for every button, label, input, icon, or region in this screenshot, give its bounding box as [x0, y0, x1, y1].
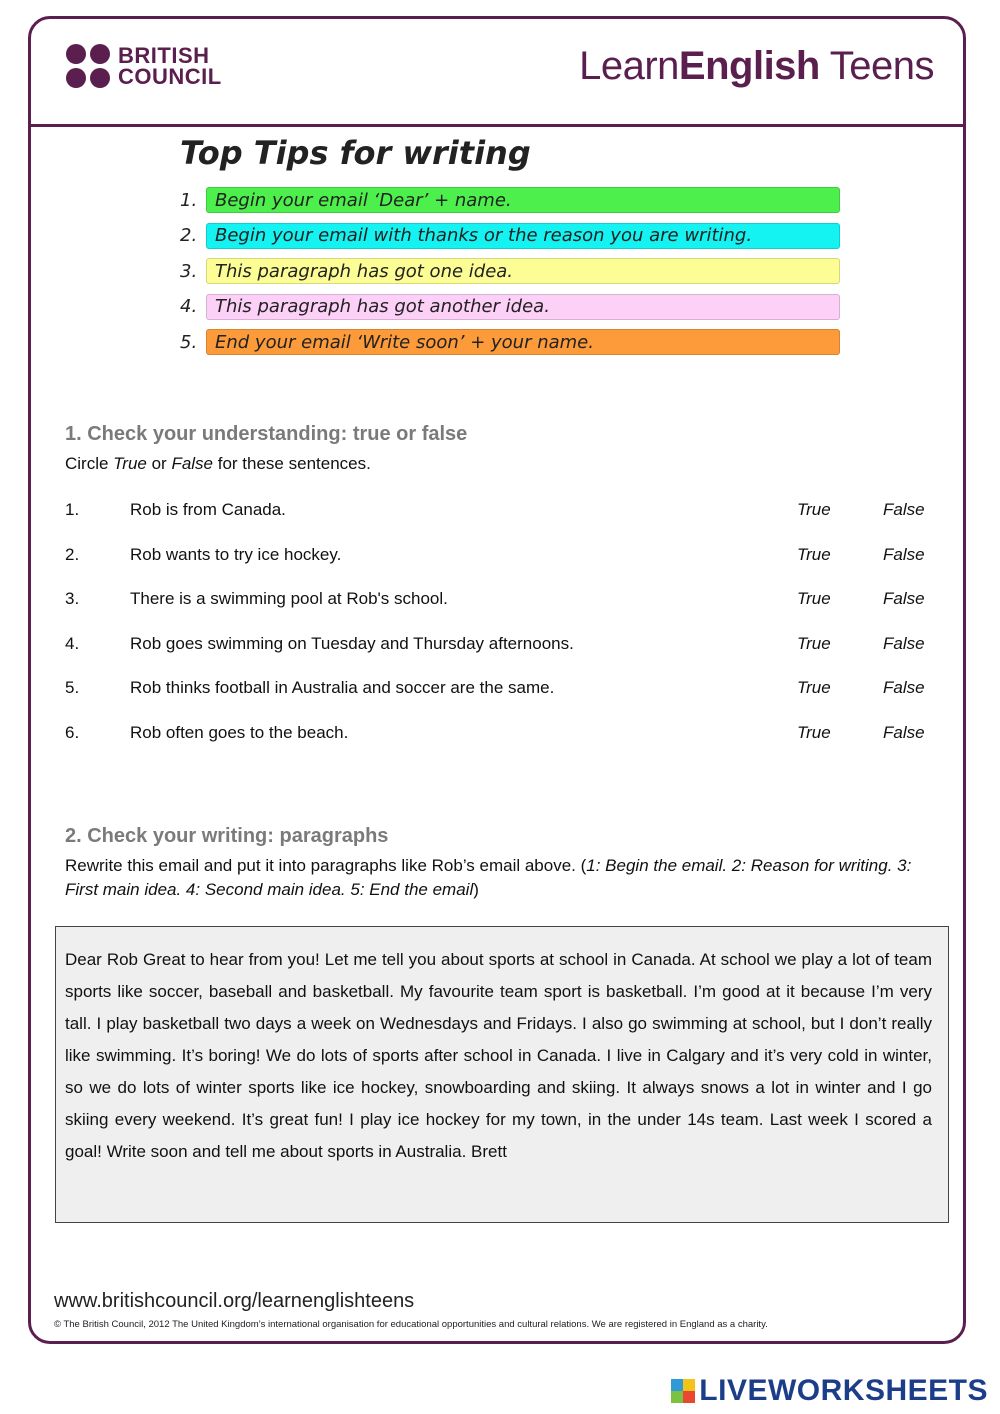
- tip-number: 5.: [180, 331, 198, 353]
- question-number: 1.: [65, 500, 80, 519]
- liveworksheets-text: LIVEWORKSHEETS: [699, 1374, 988, 1407]
- section2-instr-pre: Rewrite this email and put it into paragraphs like Rob’s email above. (: [65, 856, 587, 875]
- true-false-row: [65, 678, 935, 723]
- true-option[interactable]: True: [797, 722, 831, 742]
- question-text: Rob goes swimming on Tuesday and Thursday afternoons.: [130, 633, 574, 653]
- tip-number: 1.: [180, 189, 198, 211]
- true-false-row: [65, 634, 935, 679]
- tips-list: [180, 186, 840, 356]
- tip-text: Begin your email with thanks or the reason you are writing.: [206, 223, 840, 249]
- section1-instr-post: for these sentences.: [213, 454, 371, 473]
- false-option[interactable]: False: [883, 500, 925, 519]
- true-false-row: [65, 500, 935, 545]
- section1-heading: 1. Check your understanding: true or false: [65, 423, 468, 445]
- question-number: 2.: [65, 544, 80, 564]
- header-divider: [28, 124, 966, 127]
- tip-row: [180, 257, 840, 285]
- tip-row: [180, 222, 840, 250]
- question-number: 4.: [65, 633, 80, 653]
- section2-heading: 2. Check your writing: paragraphs: [65, 825, 389, 847]
- british-council-line2: COUNCIL: [118, 64, 222, 89]
- section1-instruction: [65, 452, 935, 476]
- true-option[interactable]: True: [797, 633, 831, 653]
- tip-text: This paragraph has got another idea.: [206, 294, 840, 320]
- section-true-false: [65, 423, 935, 476]
- tips-title: Top Tips for writing: [180, 134, 531, 172]
- liveworksheets-watermark: [671, 1374, 988, 1408]
- tip-number: 2.: [180, 225, 198, 246]
- true-false-row: [65, 545, 935, 590]
- question-number: 6.: [65, 722, 80, 742]
- question-text: Rob wants to try ice hockey.: [130, 544, 342, 564]
- british-council-logo: [66, 44, 222, 88]
- question-text: There is a swimming pool at Rob's school.: [130, 589, 448, 609]
- question-number: 5.: [65, 678, 80, 698]
- top-tips-panel: [180, 134, 840, 364]
- tip-row: [180, 186, 840, 214]
- logo-teens: Teens: [819, 44, 934, 88]
- section2-instr-italic: 1: Begin the email. 2: Reason for writing. 3: First main idea. 4: Second main idea. 5: End the email: [65, 856, 912, 899]
- true-false-row: [65, 723, 935, 768]
- footer-url[interactable]: www.britishcouncil.org/learnenglishteens: [54, 1290, 415, 1312]
- true-option[interactable]: True: [797, 544, 831, 564]
- tip-number: 3.: [180, 260, 198, 282]
- true-option[interactable]: True: [797, 500, 831, 519]
- section1-instr-or: or: [146, 454, 172, 473]
- true-false-list: [65, 500, 935, 768]
- logo-english: English: [678, 44, 820, 88]
- false-option[interactable]: False: [883, 633, 925, 653]
- section-paragraphs: [65, 825, 935, 902]
- email-text-box: Dear Rob Great to hear from you! Let me tell you about sports at school in Canada. At school we play a lot of team sports like soccer, baseball and basketball. My favourite team sport is basketball. I’m good at it because I’m very tall. I play basketball two days a week on Wednesdays and Fridays. I also go swimming at school, but I don’t really like swimming. It’s boring! We do lots of sports after school in Canada. I live in Calgary and it’s very cold in winter, so we do lots of winter sports like ice hockey, snowboarding and skiing. It always snows a lot in winter and I go skiing every weekend. It’s great fun! I play ice hockey for my town, in the under 14s team. Last week I scored a goal! Write soon and tell me about sports in Australia. Brett: [55, 926, 949, 1223]
- section2-instr-post: ): [473, 880, 479, 899]
- footer-copyright: © The British Council, 2012 The United Kingdom’s international organisation for educational opportunities and cultural relations. We are registered in England as a charity.: [54, 1319, 768, 1330]
- section1-instr-false: False: [171, 454, 214, 473]
- british-council-dots-icon: [66, 44, 110, 88]
- tip-row: [180, 328, 840, 356]
- british-council-line1: BRITISH: [118, 43, 210, 68]
- learnenglish-teens-logo: [579, 44, 934, 89]
- question-text: Rob often goes to the beach.: [130, 722, 349, 742]
- tip-text: End your email ‘Write soon’ + your name.: [206, 329, 840, 355]
- tip-text: This paragraph has got one idea.: [206, 258, 840, 284]
- logo-learn: Learn: [579, 44, 679, 88]
- false-option[interactable]: False: [883, 544, 925, 564]
- question-text: Rob is from Canada.: [130, 500, 286, 519]
- section1-instr-pre: Circle: [65, 454, 114, 473]
- false-option[interactable]: False: [883, 589, 925, 609]
- tip-row: [180, 293, 840, 321]
- section1-instr-true: True: [113, 454, 147, 473]
- true-option[interactable]: True: [797, 678, 831, 698]
- false-option[interactable]: False: [883, 678, 925, 698]
- question-text: Rob thinks football in Australia and soccer are the same.: [130, 678, 555, 698]
- true-false-row: [65, 589, 935, 634]
- tip-text: Begin your email ‘Dear’ + name.: [206, 187, 840, 213]
- section2-instruction: [65, 854, 935, 902]
- liveworksheets-icon: [671, 1379, 695, 1403]
- question-number: 3.: [65, 589, 80, 609]
- tip-number: 4.: [180, 296, 198, 317]
- true-option[interactable]: True: [797, 589, 831, 609]
- false-option[interactable]: False: [883, 722, 925, 742]
